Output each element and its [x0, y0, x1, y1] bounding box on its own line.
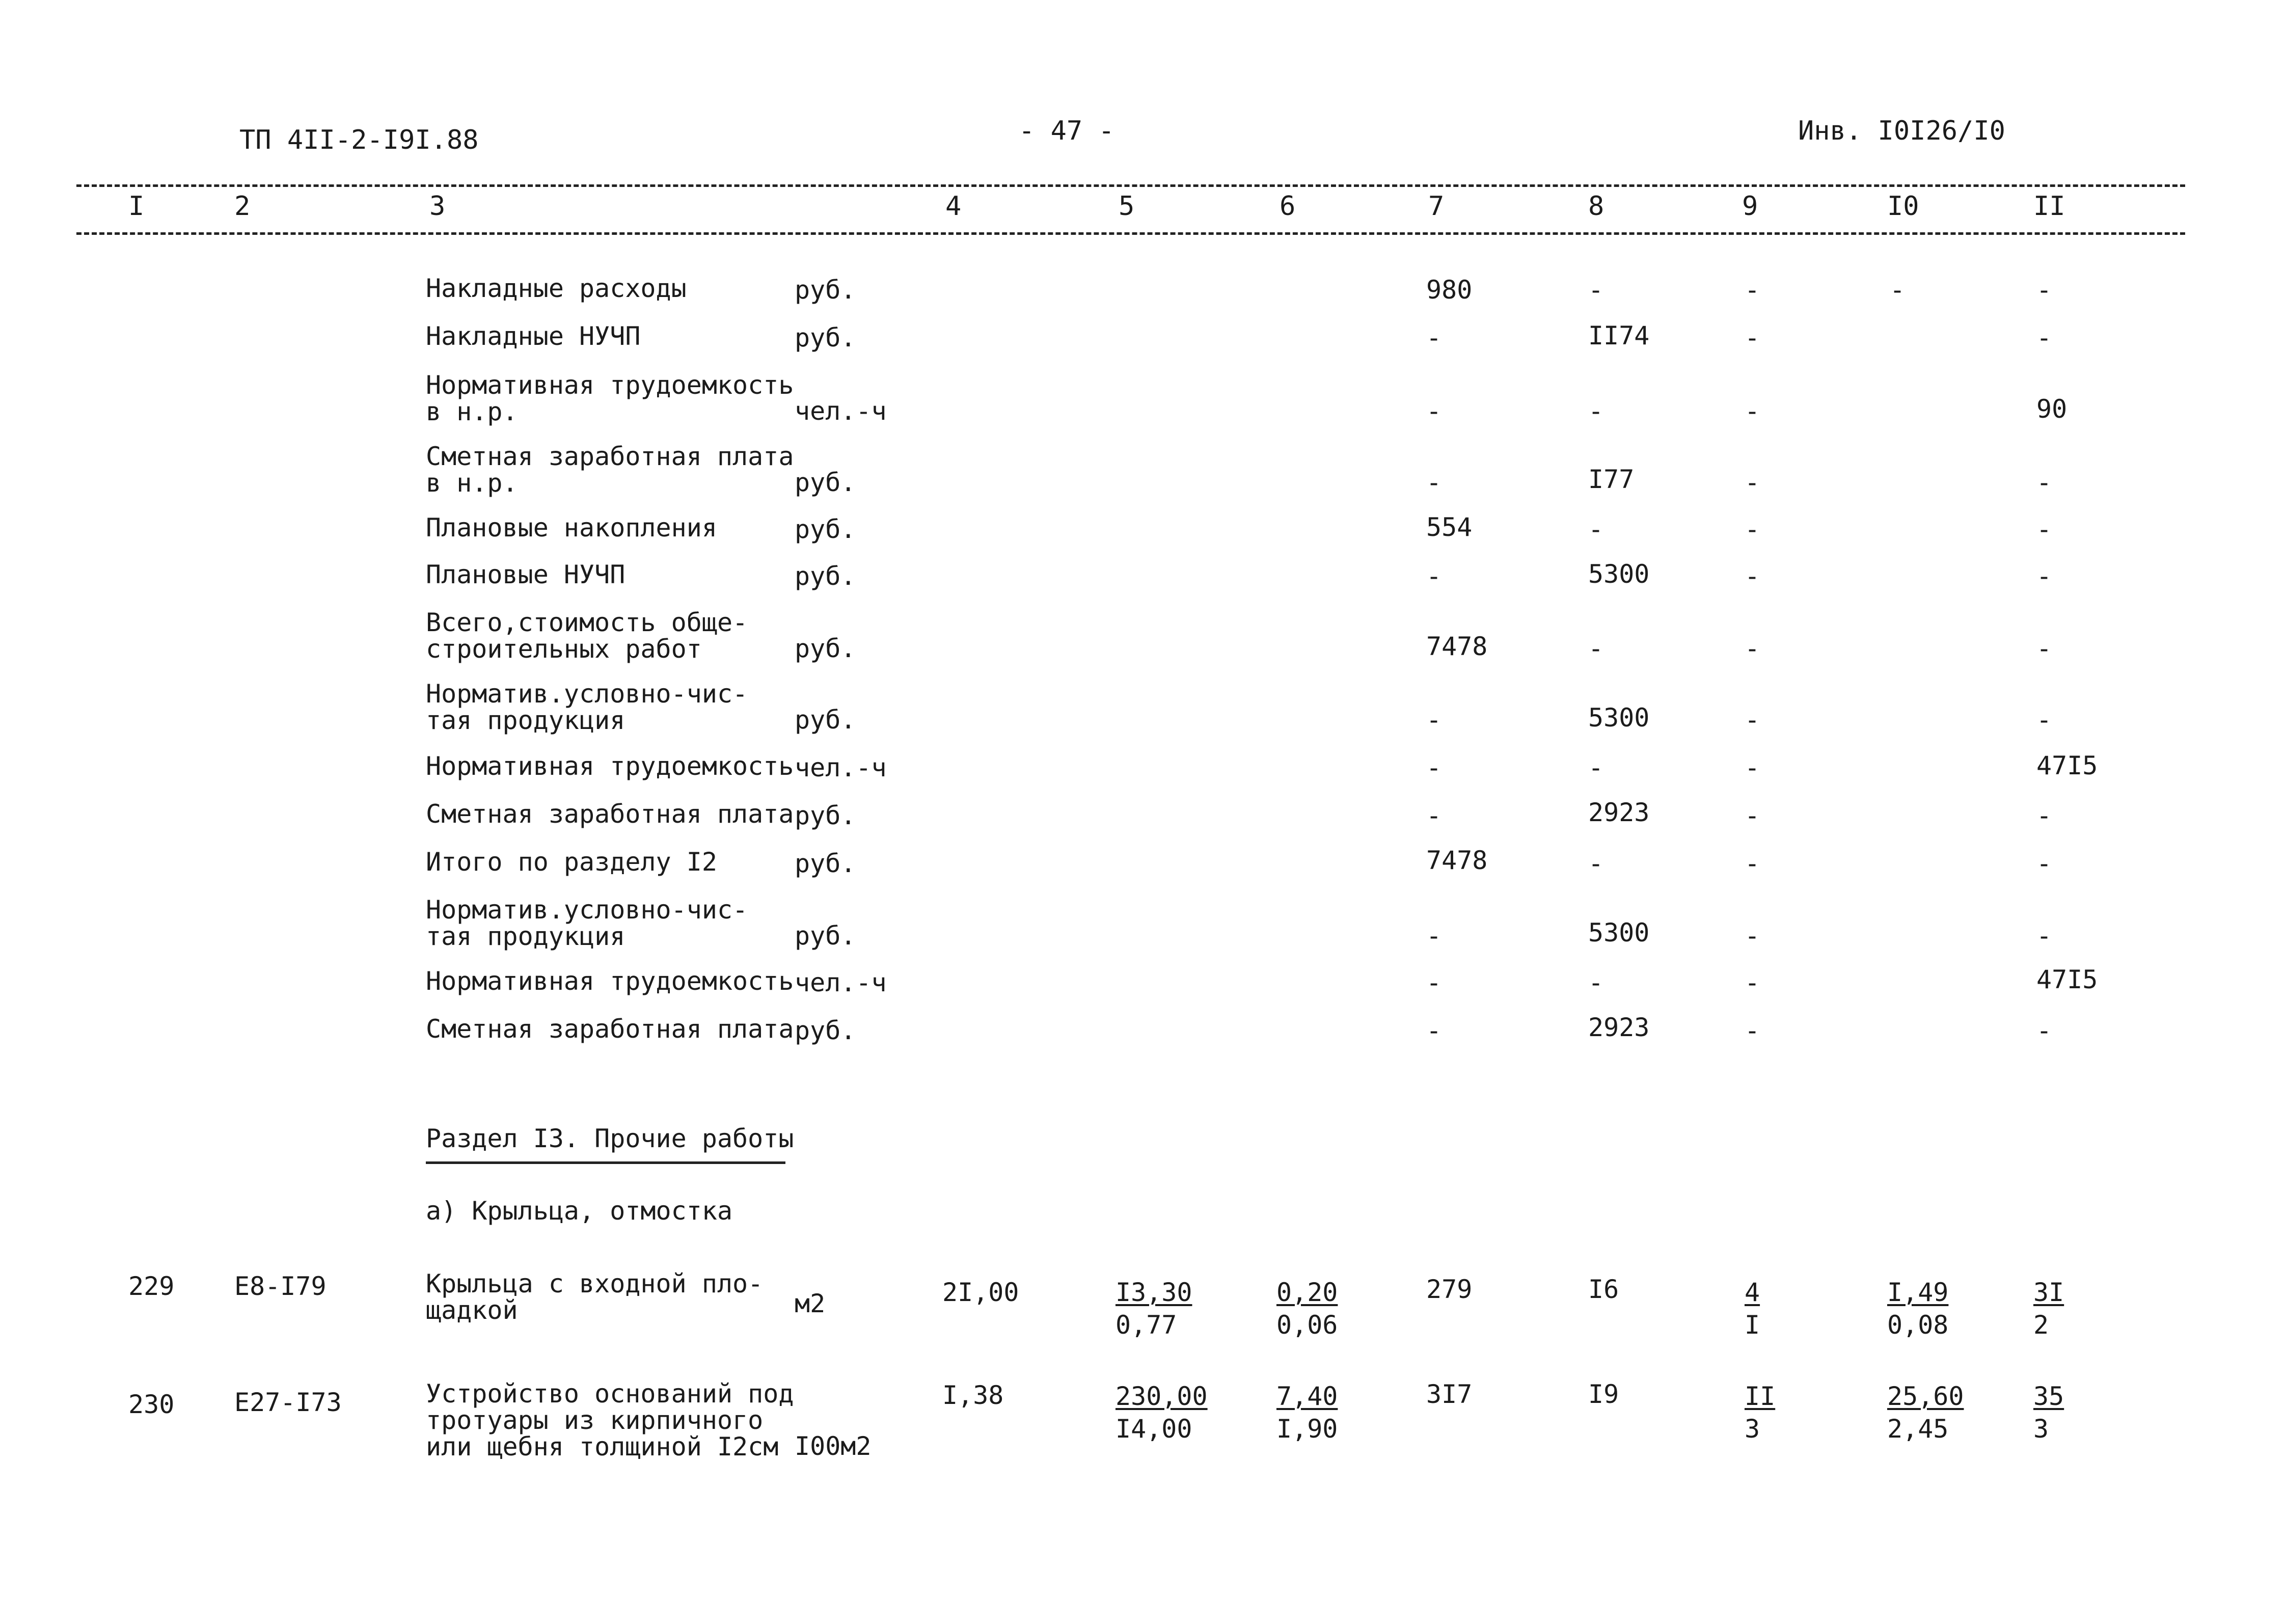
summary-row-unit: чел.-ч [795, 968, 887, 997]
summary-cell-9: - [1745, 801, 1760, 830]
summary-cell-11: 90 [2036, 394, 2067, 424]
summary-cell-7: - [1426, 468, 1442, 497]
col-header-5: 5 [1119, 191, 1135, 222]
summary-cell-9: - [1745, 561, 1760, 591]
total-cost: 279 [1426, 1275, 1473, 1304]
summary-cell-7: - [1426, 968, 1442, 997]
summary-row-label: Плановые НУЧП [426, 560, 625, 589]
page-number: - 47 - [1019, 116, 1114, 146]
summary-cell-7: 7478 [1426, 632, 1488, 661]
summary-row-label: Плановые накопления [426, 513, 717, 543]
summary-cell-11: 47I5 [2036, 965, 2098, 994]
header-top-rule [76, 184, 2185, 187]
total-machines-wages: 3 [1745, 1414, 1760, 1444]
labor-total-machinists: 2 [2033, 1310, 2049, 1340]
summary-row-unit: руб. [795, 468, 856, 497]
col-header-3: 3 [429, 191, 446, 222]
header-bottom-rule [76, 232, 2185, 235]
summary-row-label: Сметная заработная плата [426, 1014, 794, 1044]
labor-unit-machinists: 2,45 [1887, 1414, 1949, 1444]
summary-row-label: Всего,стоимость обще- строительных работ [426, 608, 748, 664]
summary-row-unit: чел.-ч [795, 753, 887, 782]
summary-cell-7: 554 [1426, 512, 1473, 542]
summary-row-unit: руб. [795, 561, 856, 591]
section-subtitle: а) Крыльца, отмостка [426, 1196, 733, 1226]
labor-unit: I,49 [1887, 1278, 1949, 1307]
summary-cell-8: - [1588, 396, 1604, 426]
unit-cost-machines: 0,20 [1276, 1278, 1338, 1307]
summary-cell-9: - [1745, 968, 1760, 997]
summary-cell-8: - [1588, 515, 1604, 544]
col-header-11: II [2033, 191, 2065, 222]
summary-cell-9: - [1745, 275, 1760, 305]
summary-cell-7: - [1426, 561, 1442, 591]
summary-cell-11: 47I5 [2036, 751, 2098, 780]
section-title: Раздел I3. Прочие работы [426, 1124, 794, 1153]
summary-cell-7: - [1426, 396, 1442, 426]
summary-cell-8: 2923 [1588, 798, 1650, 827]
unit-cost-machines: 7,40 [1276, 1382, 1338, 1411]
summary-row-unit: чел.-ч [795, 396, 887, 426]
summary-row-label: Накладные расходы [426, 274, 687, 303]
summary-cell-9: - [1745, 753, 1760, 782]
summary-cell-9: - [1745, 1016, 1760, 1045]
summary-cell-11: - [2036, 801, 2052, 830]
unit-cost-wages: I4,00 [1115, 1414, 1192, 1444]
summary-cell-7: - [1426, 705, 1442, 735]
summary-row-label: Сметная заработная плата [426, 799, 794, 829]
summary-cell-8: 5300 [1588, 918, 1650, 948]
item-unit: м2 [795, 1289, 826, 1318]
total-machines-wages: I [1745, 1310, 1760, 1340]
summary-cell-9: - [1745, 323, 1760, 353]
item-number: 229 [128, 1271, 175, 1301]
summary-cell-11: - [2036, 849, 2052, 878]
summary-cell-8: - [1588, 634, 1604, 663]
unit-cost-machines-wages: 0,06 [1276, 1310, 1338, 1340]
summary-cell-8: II74 [1588, 321, 1650, 350]
col-header-6: 6 [1280, 191, 1296, 222]
summary-row-unit: руб. [795, 634, 856, 663]
summary-cell-9: - [1745, 468, 1760, 497]
col-header-8: 8 [1588, 191, 1604, 222]
total-machines: II [1745, 1382, 1776, 1411]
col-header-9: 9 [1742, 191, 1758, 222]
summary-cell-8: I77 [1588, 465, 1635, 494]
summary-cell-11: - [2036, 634, 2052, 663]
labor-unit: 25,60 [1887, 1382, 1964, 1411]
summary-row-label: Нормативная трудоемкость [426, 751, 794, 781]
summary-cell-10: - [1890, 275, 1906, 305]
item-number: 230 [128, 1390, 175, 1419]
summary-cell-8: - [1588, 275, 1604, 305]
summary-cell-9: - [1745, 849, 1760, 878]
summary-cell-7: - [1426, 921, 1442, 951]
summary-cell-9: - [1745, 921, 1760, 951]
item-quantity: I,38 [942, 1381, 1004, 1410]
item-code: Е27-I73 [234, 1388, 342, 1417]
col-header-1: I [128, 191, 145, 222]
summary-cell-9: - [1745, 396, 1760, 426]
summary-row-label: Нормативная трудоемкость [426, 966, 794, 996]
unit-cost-wages: 0,77 [1115, 1310, 1177, 1340]
summary-cell-9: - [1745, 515, 1760, 544]
summary-cell-9: - [1745, 705, 1760, 735]
summary-cell-11: - [2036, 515, 2052, 544]
summary-row-unit: руб. [795, 849, 856, 878]
summary-cell-11: - [2036, 1016, 2052, 1045]
summary-row-label: Нормативная трудоемкость в н.р. [426, 370, 794, 426]
item-unit: I00м2 [795, 1431, 872, 1461]
summary-row-unit: руб. [795, 921, 856, 951]
summary-cell-11: - [2036, 323, 2052, 353]
summary-row-unit: руб. [795, 515, 856, 544]
col-header-4: 4 [945, 191, 962, 222]
total-wages: I9 [1588, 1379, 1619, 1409]
summary-cell-9: - [1745, 634, 1760, 663]
summary-cell-11: - [2036, 468, 2052, 497]
summary-cell-7: 7478 [1426, 846, 1488, 875]
summary-row-unit: руб. [795, 801, 856, 830]
summary-cell-11: - [2036, 275, 2052, 305]
summary-cell-8: 5300 [1588, 559, 1650, 589]
summary-cell-11: - [2036, 705, 2052, 735]
total-cost: 3I7 [1426, 1379, 1473, 1409]
summary-cell-11: - [2036, 561, 2052, 591]
summary-cell-7: - [1426, 1016, 1442, 1045]
summary-cell-8: 5300 [1588, 703, 1650, 733]
labor-total: 35 [2033, 1382, 2064, 1411]
summary-row-unit: руб. [795, 705, 856, 735]
summary-row-unit: руб. [795, 275, 856, 305]
summary-row-unit: руб. [795, 1016, 856, 1045]
summary-row-unit: руб. [795, 323, 856, 353]
summary-cell-7: - [1426, 323, 1442, 353]
summary-cell-11: - [2036, 921, 2052, 951]
col-header-7: 7 [1428, 191, 1445, 222]
inventory-number: Инв. I0I26/I0 [1798, 116, 2005, 146]
total-wages: I6 [1588, 1275, 1619, 1304]
labor-total-machinists: 3 [2033, 1414, 2049, 1444]
col-header-10: I0 [1887, 191, 1919, 222]
unit-cost-total: 230,00 [1115, 1382, 1208, 1411]
item-code: Е8-I79 [234, 1271, 326, 1301]
summary-row-label: Норматив.условно-чис- тая продукция [426, 895, 748, 951]
summary-row-label: Итого по разделу I2 [426, 847, 717, 877]
total-machines: 4 [1745, 1278, 1760, 1307]
unit-cost-total: I3,30 [1115, 1278, 1192, 1307]
item-quantity: 2I,00 [942, 1278, 1019, 1307]
doc-code: ТП 4II-2-I9I.88 [239, 125, 479, 155]
labor-total: 3I [2033, 1278, 2064, 1307]
labor-unit-machinists: 0,08 [1887, 1310, 1949, 1340]
summary-cell-8: 2923 [1588, 1013, 1650, 1042]
summary-cell-8: - [1588, 968, 1604, 997]
item-name: Крыльца с входной пло- щадкой [426, 1269, 764, 1325]
summary-row-label: Норматив.условно-чис- тая продукция [426, 679, 748, 735]
unit-cost-machines-wages: I,90 [1276, 1414, 1338, 1444]
item-name: Устройство оснований под тротуары из кирпичного или щебня толщиной I2см [426, 1379, 794, 1461]
col-header-2: 2 [234, 191, 251, 222]
summary-row-label: Сметная заработная плата в н.р. [426, 442, 794, 498]
summary-cell-8: - [1588, 849, 1604, 878]
summary-cell-7: - [1426, 753, 1442, 782]
section-title-underline [426, 1161, 785, 1164]
summary-cell-8: - [1588, 753, 1604, 782]
summary-cell-7: - [1426, 801, 1442, 830]
summary-cell-7: 980 [1426, 275, 1473, 305]
summary-row-label: Накладные НУЧП [426, 321, 641, 351]
